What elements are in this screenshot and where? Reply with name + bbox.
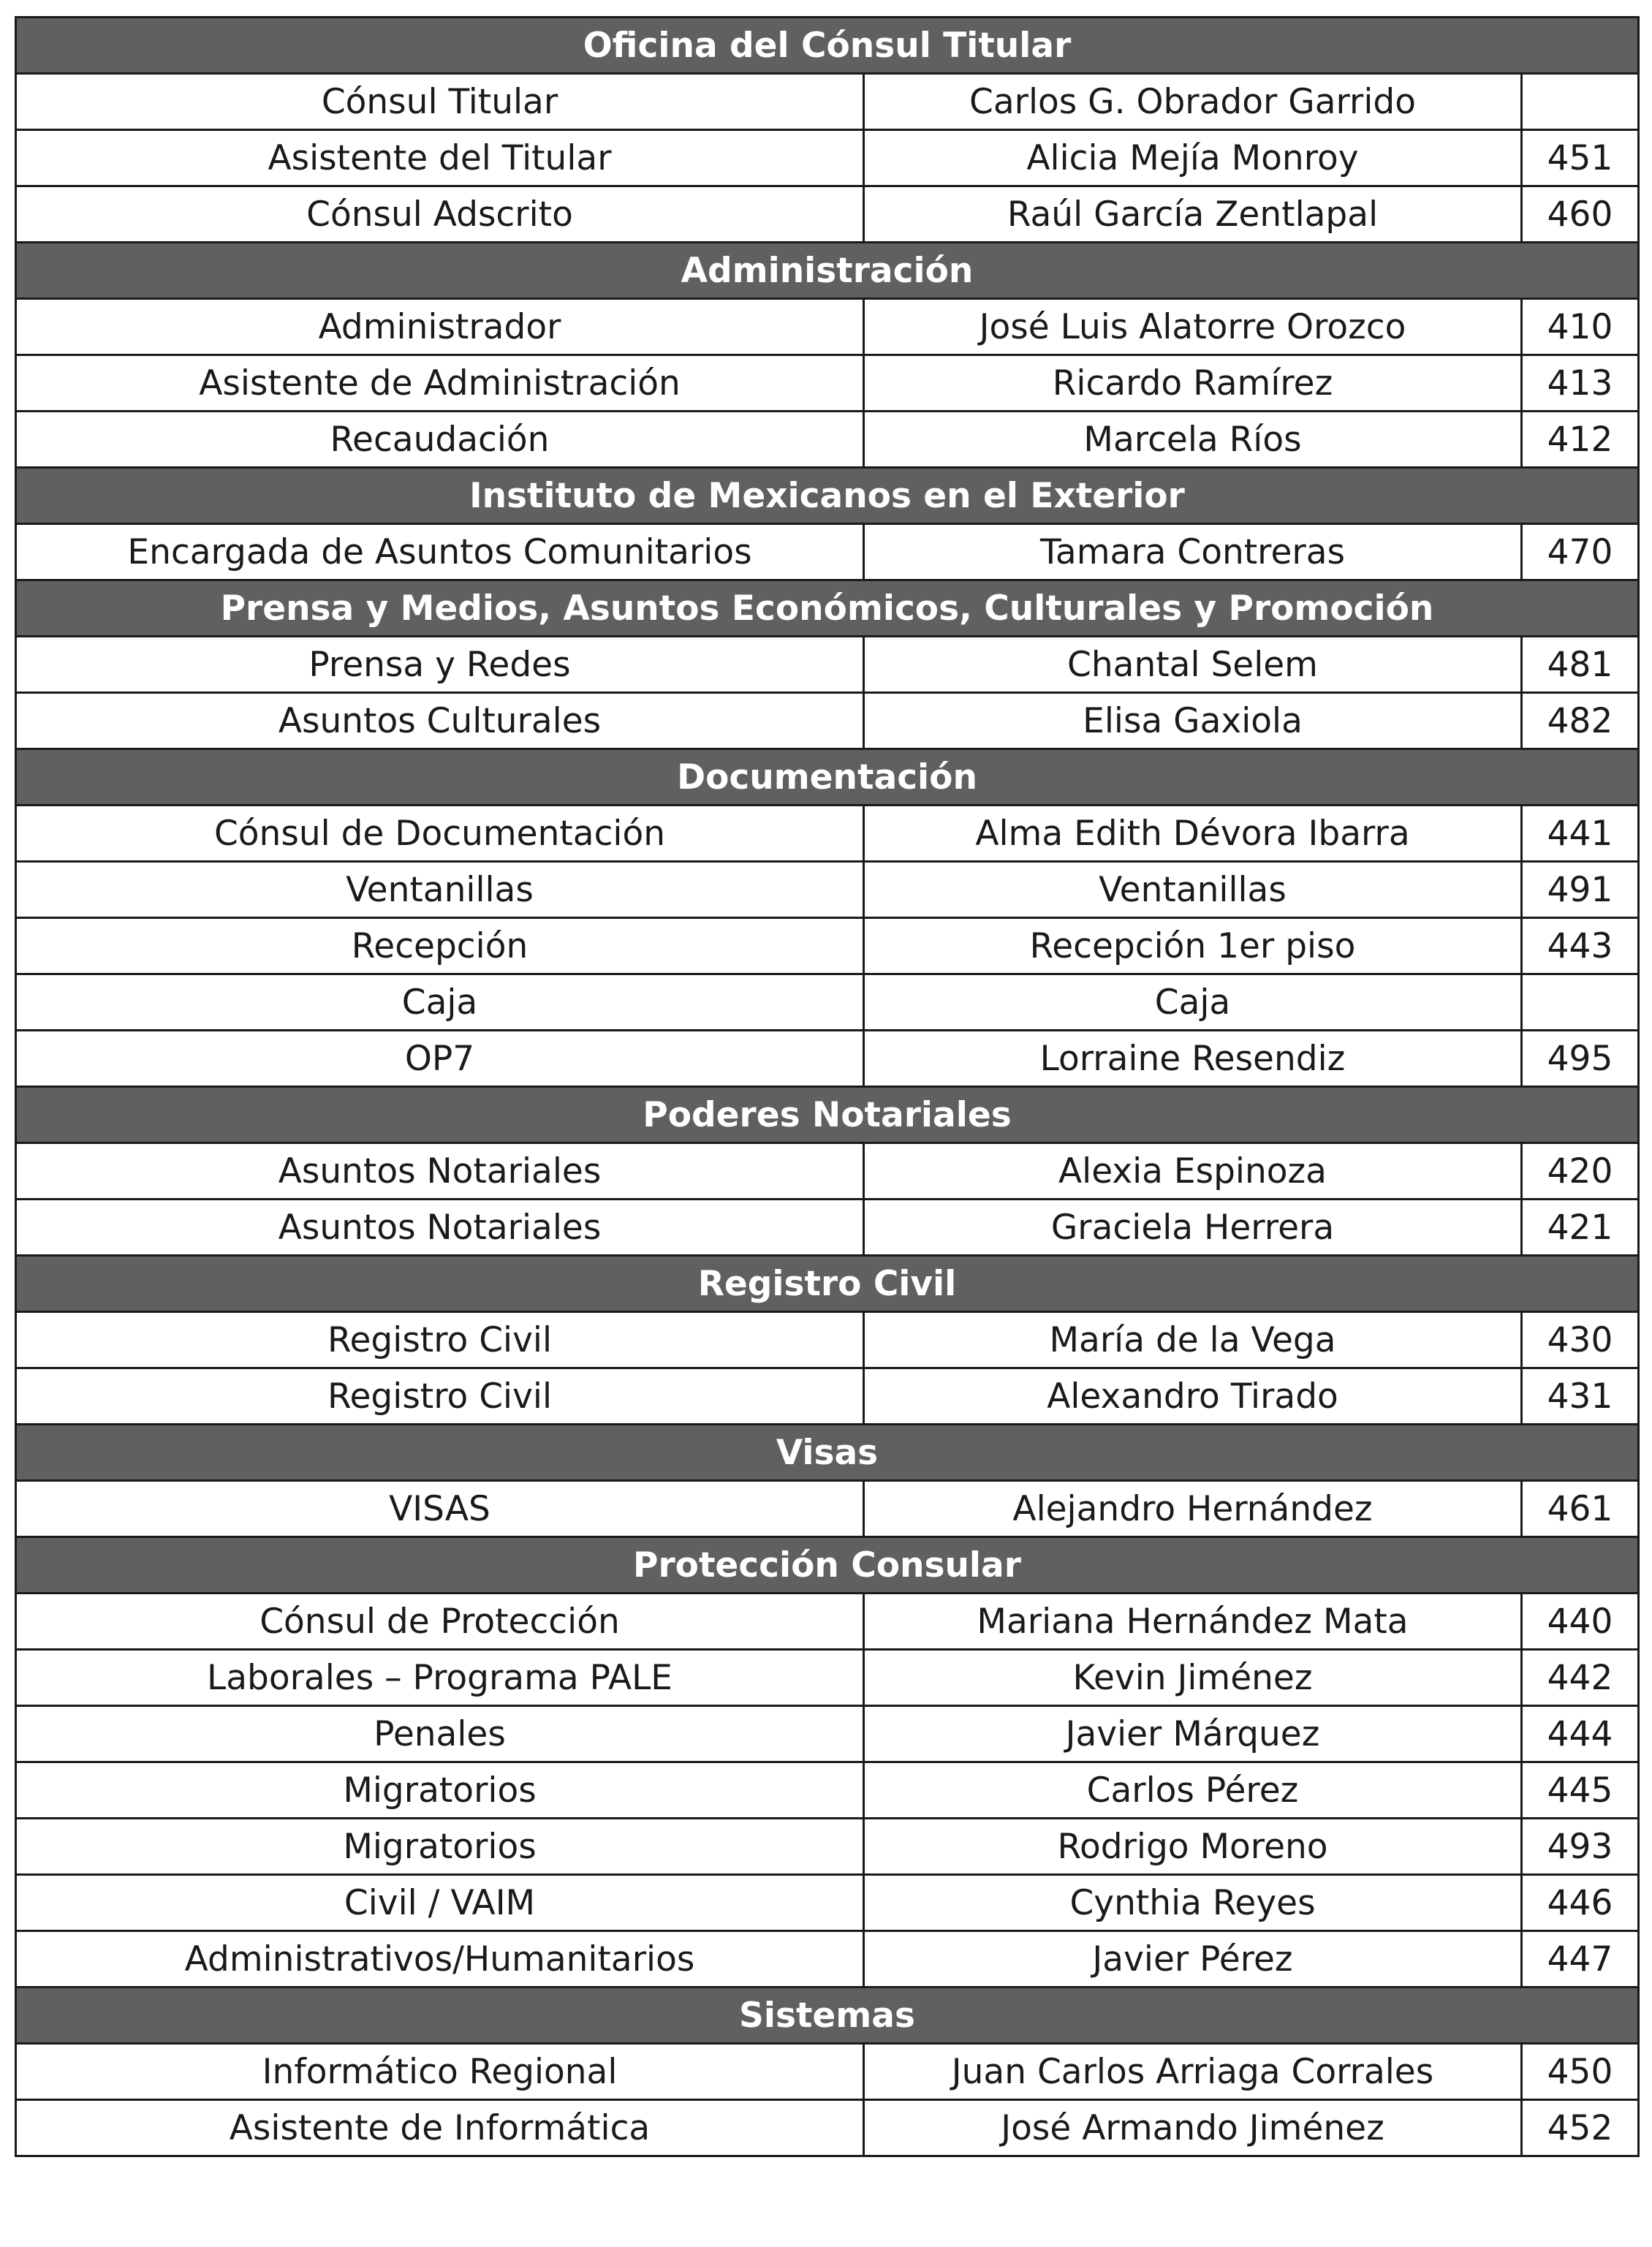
area-cell: Registro Civil xyxy=(16,1368,864,1425)
name-cell: Recepción 1er piso xyxy=(864,918,1522,974)
area-cell: Ventanillas xyxy=(16,862,864,918)
section-header xyxy=(16,243,1639,299)
section-header xyxy=(16,1537,1639,1594)
extension-cell: 413 xyxy=(1522,355,1639,412)
name-cell: Javier Márquez xyxy=(864,1706,1522,1762)
area-cell: Penales xyxy=(16,1706,864,1762)
section-title: Documentación xyxy=(16,749,1639,806)
section-header xyxy=(16,468,1639,524)
name-cell: Caja xyxy=(864,974,1522,1031)
section-title: Sistemas xyxy=(16,1988,1639,2044)
area-cell: Asuntos Notariales xyxy=(16,1200,864,1256)
extension-cell: 431 xyxy=(1522,1368,1639,1425)
name-cell: Lorraine Resendiz xyxy=(864,1031,1522,1087)
table-row xyxy=(16,2100,1639,2156)
name-cell: Alejandro Hernández xyxy=(864,1481,1522,1537)
section-title: Visas xyxy=(16,1425,1639,1481)
name-cell: José Armando Jiménez xyxy=(864,2100,1522,2156)
table-row xyxy=(16,1650,1639,1706)
table-row xyxy=(16,1031,1639,1087)
name-cell: Mariana Hernández Mata xyxy=(864,1594,1522,1650)
extension-cell: 421 xyxy=(1522,1200,1639,1256)
table-row xyxy=(16,524,1639,580)
name-cell: Graciela Herrera xyxy=(864,1200,1522,1256)
section-title: Administración xyxy=(16,243,1639,299)
area-cell: Caja xyxy=(16,974,864,1031)
extension-cell: 470 xyxy=(1522,524,1639,580)
table-row xyxy=(16,186,1639,243)
area-cell: Cónsul de Documentación xyxy=(16,806,864,862)
name-cell: Alexandro Tirado xyxy=(864,1368,1522,1425)
area-cell: Encargada de Asuntos Comunitarios xyxy=(16,524,864,580)
name-cell: Carlos Pérez xyxy=(864,1762,1522,1819)
area-cell: Asistente del Titular xyxy=(16,130,864,186)
table-row xyxy=(16,412,1639,468)
section-header xyxy=(16,580,1639,637)
area-cell: Asuntos Culturales xyxy=(16,693,864,749)
name-cell: Chantal Selem xyxy=(864,637,1522,693)
area-cell: Migratorios xyxy=(16,1762,864,1819)
extension-cell xyxy=(1522,74,1639,130)
table-row xyxy=(16,1312,1639,1368)
name-cell: Marcela Ríos xyxy=(864,412,1522,468)
area-cell: Informático Regional xyxy=(16,2044,864,2100)
section-title: Poderes Notariales xyxy=(16,1087,1639,1143)
table-row xyxy=(16,74,1639,130)
table-row xyxy=(16,637,1639,693)
table-row xyxy=(16,1706,1639,1762)
section-header xyxy=(16,1988,1639,2044)
name-cell: Ricardo Ramírez xyxy=(864,355,1522,412)
area-cell: OP7 xyxy=(16,1031,864,1087)
table-row xyxy=(16,1143,1639,1200)
section-header xyxy=(16,1425,1639,1481)
name-cell: José Luis Alatorre Orozco xyxy=(864,299,1522,355)
area-cell: Administrativos/Humanitarios xyxy=(16,1931,864,1988)
name-cell: Javier Pérez xyxy=(864,1931,1522,1988)
table-row xyxy=(16,2044,1639,2100)
name-cell: Juan Carlos Arriaga Corrales xyxy=(864,2044,1522,2100)
name-cell: Carlos G. Obrador Garrido xyxy=(864,74,1522,130)
table-row xyxy=(16,1594,1639,1650)
area-cell: Migratorios xyxy=(16,1819,864,1875)
extension-cell: 410 xyxy=(1522,299,1639,355)
table-row xyxy=(16,1368,1639,1425)
extension-cell: 440 xyxy=(1522,1594,1639,1650)
extension-cell: 442 xyxy=(1522,1650,1639,1706)
area-cell: Recepción xyxy=(16,918,864,974)
area-cell: Cónsul Titular xyxy=(16,74,864,130)
extension-cell: 412 xyxy=(1522,412,1639,468)
name-cell: Kevin Jiménez xyxy=(864,1650,1522,1706)
table-row xyxy=(16,974,1639,1031)
name-cell: Alexia Espinoza xyxy=(864,1143,1522,1200)
area-cell: Asistente de Informática xyxy=(16,2100,864,2156)
name-cell: Alicia Mejía Monroy xyxy=(864,130,1522,186)
section-header xyxy=(16,18,1639,74)
extension-cell: 447 xyxy=(1522,1931,1639,1988)
area-cell: Laborales – Programa PALE xyxy=(16,1650,864,1706)
section-title: Protección Consular xyxy=(16,1537,1639,1594)
table-row xyxy=(16,1200,1639,1256)
extension-cell xyxy=(1522,974,1639,1031)
extension-cell: 446 xyxy=(1522,1875,1639,1931)
section-title: Prensa y Medios, Asuntos Económicos, Culturales y Promoción xyxy=(16,580,1639,637)
table-row xyxy=(16,806,1639,862)
section-header xyxy=(16,749,1639,806)
table-row xyxy=(16,299,1639,355)
name-cell: Elisa Gaxiola xyxy=(864,693,1522,749)
table-row xyxy=(16,1762,1639,1819)
extension-cell: 495 xyxy=(1522,1031,1639,1087)
table-row xyxy=(16,1875,1639,1931)
table-row xyxy=(16,1819,1639,1875)
extension-cell: 461 xyxy=(1522,1481,1639,1537)
extension-cell: 481 xyxy=(1522,637,1639,693)
table-row xyxy=(16,862,1639,918)
table-row xyxy=(16,693,1639,749)
extension-cell: 441 xyxy=(1522,806,1639,862)
extension-cell: 420 xyxy=(1522,1143,1639,1200)
area-cell: Civil / VAIM xyxy=(16,1875,864,1931)
name-cell: Alma Edith Dévora Ibarra xyxy=(864,806,1522,862)
name-cell: Cynthia Reyes xyxy=(864,1875,1522,1931)
extension-cell: 445 xyxy=(1522,1762,1639,1819)
extension-cell: 452 xyxy=(1522,2100,1639,2156)
extension-cell: 460 xyxy=(1522,186,1639,243)
table-row xyxy=(16,130,1639,186)
section-title: Oficina del Cónsul Titular xyxy=(16,18,1639,74)
name-cell: María de la Vega xyxy=(864,1312,1522,1368)
section-title: Instituto de Mexicanos en el Exterior xyxy=(16,468,1639,524)
area-cell: Recaudación xyxy=(16,412,864,468)
table-row xyxy=(16,918,1639,974)
area-cell: Prensa y Redes xyxy=(16,637,864,693)
extension-cell: 451 xyxy=(1522,130,1639,186)
area-cell: Administrador xyxy=(16,299,864,355)
extension-cell: 444 xyxy=(1522,1706,1639,1762)
name-cell: Tamara Contreras xyxy=(864,524,1522,580)
area-cell: Registro Civil xyxy=(16,1312,864,1368)
section-title: Registro Civil xyxy=(16,1256,1639,1312)
table-row xyxy=(16,355,1639,412)
extension-cell: 430 xyxy=(1522,1312,1639,1368)
section-header xyxy=(16,1256,1639,1312)
area-cell: Asuntos Notariales xyxy=(16,1143,864,1200)
extension-cell: 443 xyxy=(1522,918,1639,974)
name-cell: Ventanillas xyxy=(864,862,1522,918)
extension-cell: 491 xyxy=(1522,862,1639,918)
staff-directory-table xyxy=(15,16,1640,2157)
table-row xyxy=(16,1931,1639,1988)
table-row xyxy=(16,1481,1639,1537)
extension-cell: 482 xyxy=(1522,693,1639,749)
section-header xyxy=(16,1087,1639,1143)
area-cell: Cónsul de Protección xyxy=(16,1594,864,1650)
area-cell: Cónsul Adscrito xyxy=(16,186,864,243)
name-cell: Raúl García Zentlapal xyxy=(864,186,1522,243)
extension-cell: 450 xyxy=(1522,2044,1639,2100)
directory-body xyxy=(16,18,1639,2156)
area-cell: Asistente de Administración xyxy=(16,355,864,412)
name-cell: Rodrigo Moreno xyxy=(864,1819,1522,1875)
area-cell: VISAS xyxy=(16,1481,864,1537)
extension-cell: 493 xyxy=(1522,1819,1639,1875)
